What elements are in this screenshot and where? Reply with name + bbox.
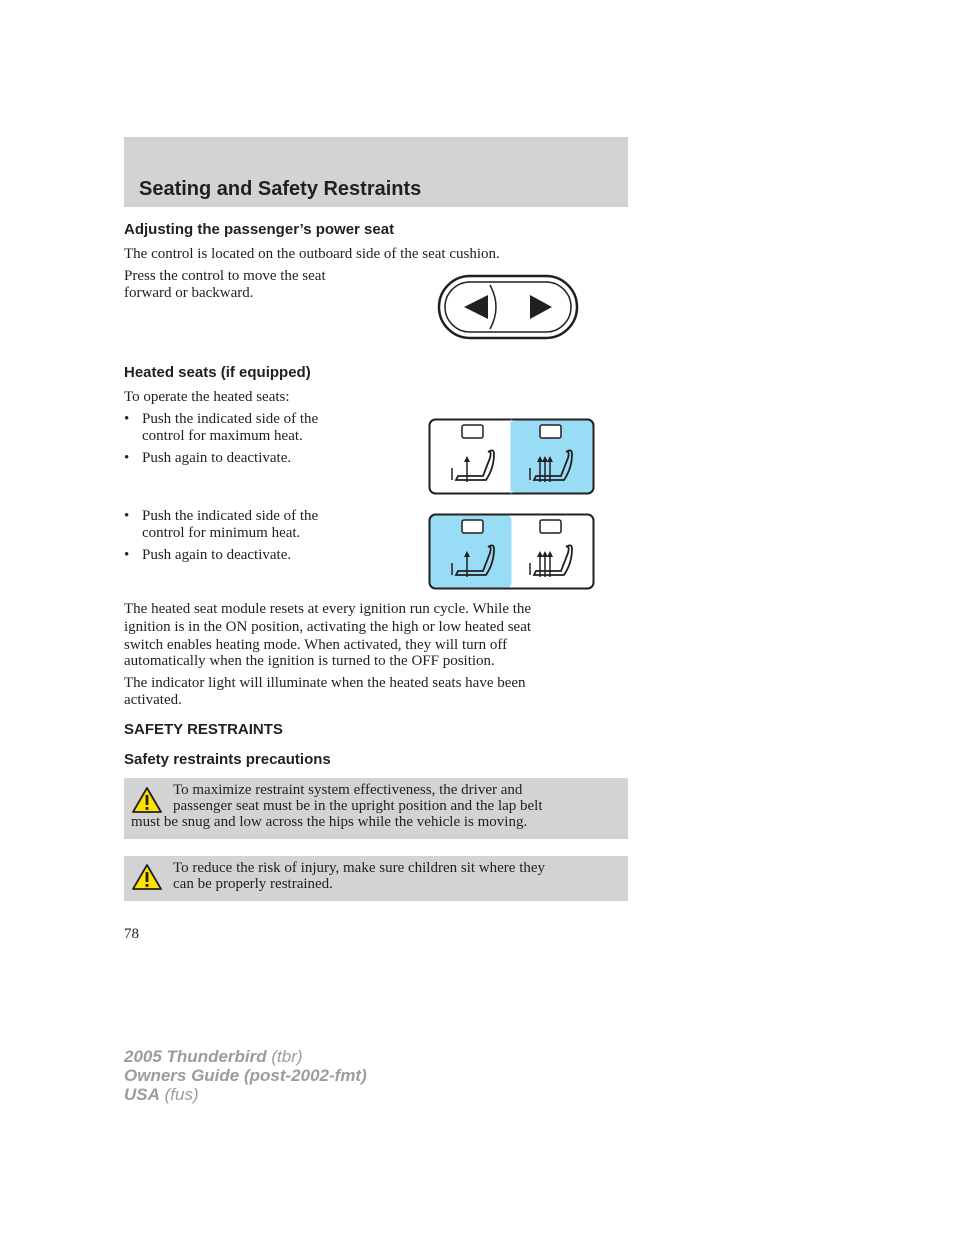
footer-guide: Owners Guide (post-2002-fmt) — [124, 1066, 367, 1085]
power-seat-text: The control is located on the outboard side of the seat cushion. — [124, 246, 500, 262]
bullet-text-line1: Push the indicated side of the — [142, 411, 319, 427]
bullet-mark: • — [124, 450, 130, 466]
bullet-max-heat — [124, 411, 384, 451]
warning-1-line3: must be snug and low across the hips while the vehicle is moving. — [131, 814, 528, 830]
heated-para1-line4: automatically when the ignition is turned to the OFF position. — [124, 653, 495, 669]
power-seat-press-line1: Press the control to move the seat — [124, 268, 326, 284]
bullet-min-heat — [124, 508, 384, 548]
warning-2-line1: To reduce the risk of injury, make sure children sit where they — [173, 860, 546, 876]
warning-box-1 — [124, 778, 628, 839]
power-seat-heading: Adjusting the passenger’s power seat — [124, 221, 395, 238]
power-seat-press-line2: forward or backward. — [124, 285, 254, 301]
heated-seats-heading: Heated seats (if equipped) — [124, 364, 311, 381]
heated-para2-line1: The indicator light will illuminate when the heated seats have been — [124, 675, 526, 691]
heated-seat-high-icon — [428, 418, 595, 495]
bullet-text-line2: control for minimum heat. — [142, 525, 301, 541]
bullet-text-line1: Push the indicated side of the — [142, 508, 319, 524]
footer-model-code: (tbr) — [266, 1047, 303, 1066]
footer-model: 2005 Thunderbird — [124, 1047, 267, 1066]
seat-control-icon — [436, 273, 580, 341]
footer-line1 — [124, 1047, 367, 1066]
warning-box-2 — [124, 856, 628, 901]
heated-para1-line3: switch enables heating mode. When activated, they will turn off — [124, 637, 508, 653]
safety-subheading: Safety restraints precautions — [124, 751, 331, 768]
safety-heading: SAFETY RESTRAINTS — [124, 721, 283, 738]
bullet-text-line2: control for maximum heat. — [142, 428, 303, 444]
bullet-mark: • — [124, 411, 130, 427]
bullet-text: Push again to deactivate. — [142, 547, 292, 563]
heated-para1-line1: The heated seat module resets at every ignition run cycle. While the — [124, 601, 532, 617]
heated-seat-low-icon — [428, 513, 595, 590]
warning-icon — [131, 786, 163, 814]
bullet-deactivate-2 — [124, 547, 384, 567]
footer — [124, 1047, 367, 1104]
bullet-text: Push again to deactivate. — [142, 450, 292, 466]
heated-intro: To operate the heated seats: — [124, 389, 290, 405]
footer-line2 — [124, 1066, 367, 1085]
warning-1-line2: passenger seat must be in the upright position and the lap belt — [173, 798, 543, 814]
footer-market: USA — [124, 1085, 160, 1104]
page-number: 78 — [124, 926, 139, 942]
heated-para2-line2: activated. — [124, 692, 182, 708]
warning-1-line1: To maximize restraint system effectiveness, the driver and — [173, 782, 523, 798]
bullet-mark: • — [124, 508, 130, 524]
section-title: Seating and Safety Restraints — [139, 178, 422, 200]
heated-para1-line2: ignition is in the ON position, activating the high or low heated seat — [124, 619, 532, 635]
bullet-mark: • — [124, 547, 130, 563]
warning-icon — [131, 863, 163, 891]
footer-line3 — [124, 1085, 367, 1104]
footer-market-code: (fus) — [159, 1085, 199, 1104]
bullet-deactivate-1 — [124, 450, 384, 470]
warning-2-line2: can be properly restrained. — [173, 876, 333, 892]
